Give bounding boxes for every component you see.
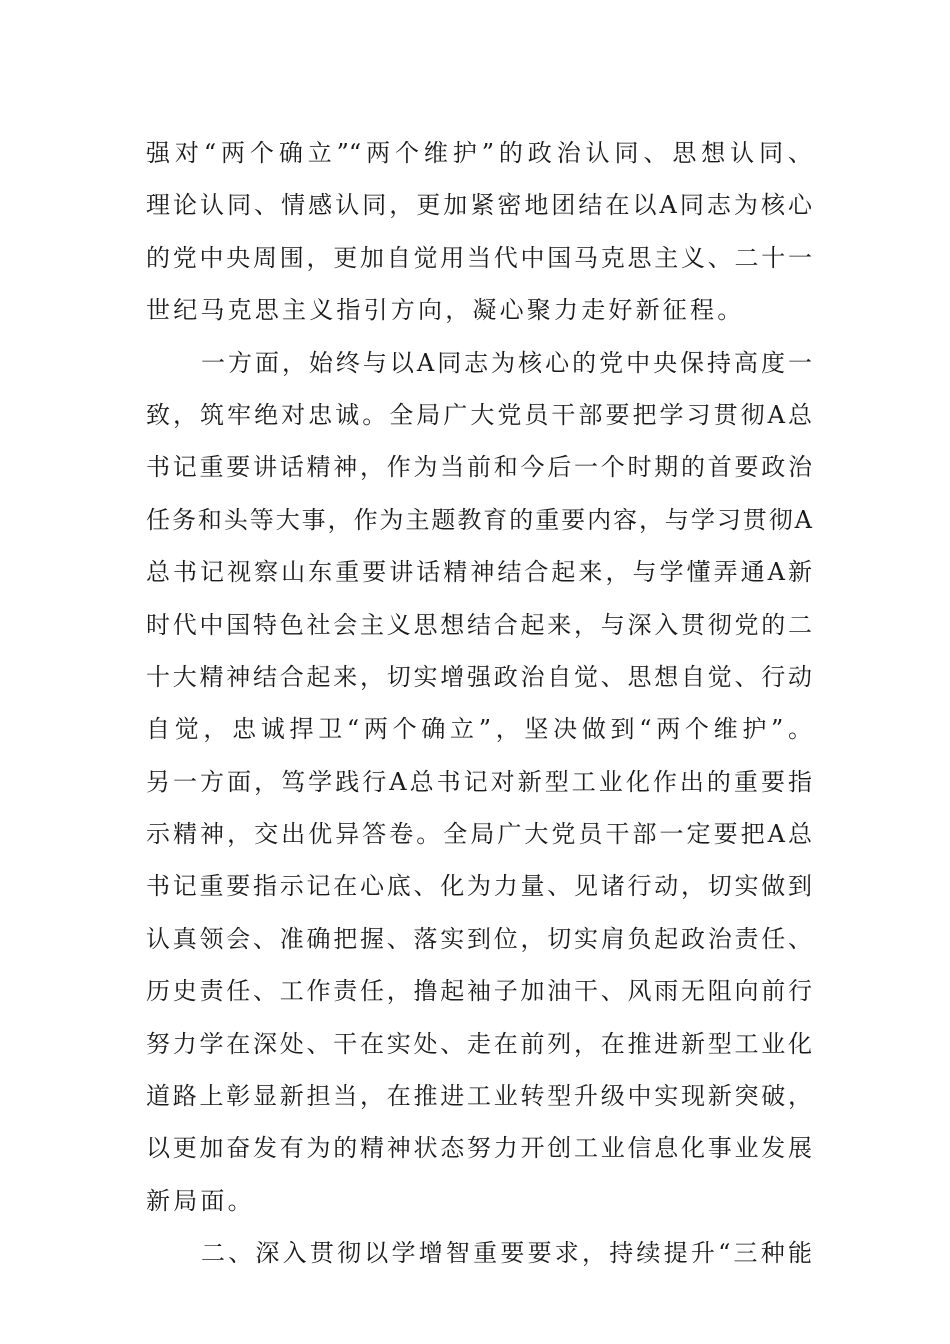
text-line: 自觉，忠诚捍卫“两个确立”，坚决做到“两个维护”。 bbox=[146, 715, 812, 744]
text-line: 任务和头等大事，作为主题教育的重要内容，与学习贯彻A bbox=[146, 505, 812, 534]
text-line: 总书记视察山东重要讲话精神结合起来，与学懂弄通A新 bbox=[146, 558, 812, 587]
text-line: 致，筑牢绝对忠诚。全局广大党员干部要把学习贯彻A总 bbox=[146, 400, 812, 429]
text-line: 书记重要指示记在心底、化为力量、见诸行动，切实做到 bbox=[146, 872, 812, 901]
text-line: 理论认同、情感认同，更加紧密地团结在以A同志为核心 bbox=[146, 191, 812, 220]
text-line: 时代中国特色社会主义思想结合起来，与深入贯彻党的二 bbox=[146, 610, 812, 639]
text-line: 另一方面，笃学践行A总书记对新型工业化作出的重要指 bbox=[146, 767, 812, 796]
text-line: 世纪马克思主义指引方向，凝心聚力走好新征程。 bbox=[146, 296, 745, 325]
text-line: 书记重要讲话精神，作为当前和今后一个时期的首要政治 bbox=[146, 453, 812, 482]
text-line: 历史责任、工作责任，撸起袖子加油干、风雨无阻向前行 bbox=[146, 977, 812, 1006]
text-line: 十大精神结合起来，切实增强政治自觉、思想自觉、行动 bbox=[146, 662, 812, 691]
text-line: 示精神，交出优异答卷。全局广大党员干部一定要把A总 bbox=[146, 820, 812, 849]
text-line: 新局面。 bbox=[146, 1186, 255, 1215]
text-line: 一方面，始终与以A同志为核心的党中央保持高度一 bbox=[201, 348, 812, 377]
text-line: 认真领会、准确把握、落实到位，切实肩负起政治责任、 bbox=[146, 924, 812, 953]
text-line: 努力学在深处、干在实处、走在前列，在推进新型工业化 bbox=[146, 1029, 812, 1058]
body-text bbox=[146, 127, 812, 1280]
text-line: 二、深入贯彻以学增智重要要求，持续提升“三种能 bbox=[201, 1239, 812, 1268]
text-line: 以更加奋发有为的精神状态努力开创工业信息化事业发展 bbox=[146, 1134, 812, 1163]
text-line: 的党中央周围，更加自觉用当代中国马克思主义、二十一 bbox=[146, 243, 812, 272]
text-line: 强对“两个确立”“两个维护”的政治认同、思想认同、 bbox=[146, 139, 812, 167]
text-line: 道路上彰显新担当，在推进工业转型升级中实现新突破， bbox=[146, 1082, 812, 1111]
